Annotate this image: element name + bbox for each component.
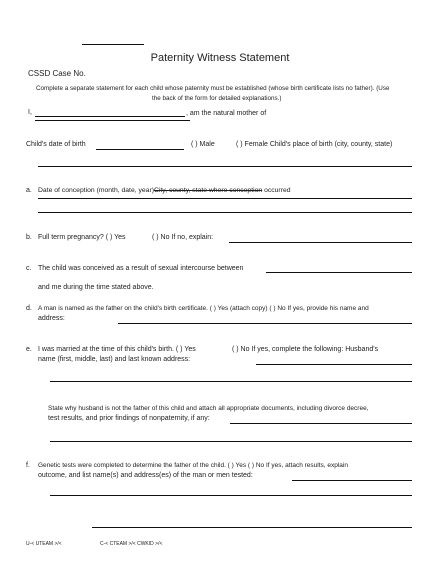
item-e-line-1a[interactable]: I was married at the time of this child's birth. ( ) Yes: [38, 346, 196, 353]
item-d-line-1: A man is named as the father on the child's birth certificate. ( ) Yes (attach copy) ( ) No If yes, provide his name and: [38, 305, 369, 312]
pregnancy-explain-field[interactable]: [229, 242, 412, 243]
case-number-label: CSSD Case No.: [28, 69, 86, 78]
item-c-text: The child was conceived as a result of sexual intercourse between: [38, 265, 244, 272]
female-place-label: ( ) Female Child's place of birth (city, county, state): [236, 141, 393, 148]
birthplace-field[interactable]: [38, 166, 412, 167]
intro-line-2: the back of the form for detailed explanations.): [152, 95, 282, 102]
genetic-tests-field-2[interactable]: [50, 495, 412, 496]
child-dob-label: Child's date of birth: [26, 141, 86, 148]
page-title: Paternity Witness Statement: [150, 52, 290, 64]
male-option[interactable]: ( ) Male: [191, 141, 215, 148]
item-f-line-2: outcome, and list name(s) and address(es) of the man or men tested:: [38, 472, 253, 479]
top-rule: [82, 44, 144, 45]
item-b-text[interactable]: Full term pregnancy? ( ) Yes: [38, 234, 126, 241]
item-e-line-1b[interactable]: ( ) No If yes, complete the following: Husband's: [232, 346, 379, 353]
husband-field-2[interactable]: [50, 381, 412, 382]
item-b-no[interactable]: ( ) No If no, explain:: [152, 234, 214, 241]
item-d-letter: d.: [26, 305, 32, 312]
genetic-tests-field-3[interactable]: [92, 527, 412, 528]
nonpaternity-field-2[interactable]: [50, 441, 412, 442]
husband-field-1[interactable]: [256, 364, 412, 365]
item-c-letter: c.: [26, 265, 32, 272]
item-d-line-2: address:: [38, 315, 65, 322]
item-a-text: Date of conception (month, date, year)City, county, state where conception occurred: [38, 187, 291, 194]
father-name-address-field[interactable]: [118, 323, 412, 324]
item-c-continuation: and me during the time stated above.: [38, 284, 154, 291]
footer-right: C-< CTEAM >/< CWKID >/<: [100, 541, 163, 547]
mother-suffix: , am the natural mother of: [186, 110, 267, 117]
item-a-letter: a.: [26, 187, 32, 194]
footer-left: U-< UTEAM >/<: [26, 541, 62, 547]
item-e-letter: e.: [26, 346, 32, 353]
mother-name-field-2: [35, 120, 190, 121]
intro-line-1: Complete a separate statement for each child whose paternity must be established (whose birth certificate lists no father). (Use: [36, 85, 390, 92]
item-e-follow-2: test results, and prior findings of nonpaternity, if any:: [48, 415, 210, 422]
item-e-line-2: name (first, middle, last) and last known address:: [38, 356, 191, 363]
item-f-letter: f.: [26, 462, 30, 469]
item-e-follow-1: State why husband is not the father of this child and attach all appropriate documents, including divorce decree,: [48, 405, 369, 412]
item-b-letter: b.: [26, 234, 32, 241]
mother-prefix: I,: [28, 109, 32, 116]
child-dob-field[interactable]: [96, 149, 184, 150]
conception-field-1[interactable]: [38, 198, 412, 199]
item-f-line-1: Genetic tests were completed to determine the father of the child. ( ) Yes ( ) No If yes, attach results, explain: [38, 462, 348, 469]
genetic-tests-field-1[interactable]: [292, 480, 412, 481]
intercourse-partner-field[interactable]: [266, 272, 412, 273]
nonpaternity-field-1[interactable]: [230, 423, 412, 424]
mother-name-field[interactable]: [35, 116, 185, 117]
conception-field-2[interactable]: [38, 212, 412, 213]
